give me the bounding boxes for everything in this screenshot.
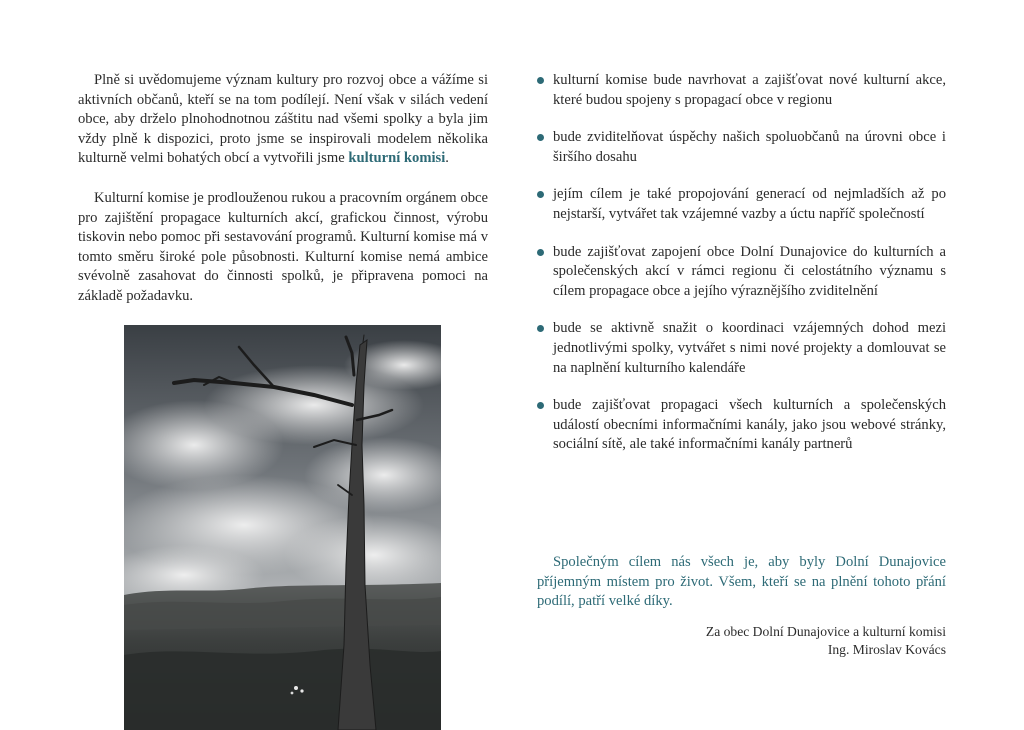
signature-line-organization: Za obec Dolní Dunajovice a kulturní komisi [705, 624, 946, 639]
bullet-icon [537, 77, 544, 84]
intro-paragraph [78, 71, 488, 169]
list-item [537, 128, 946, 167]
bullet-icon [537, 134, 544, 141]
list-item-text: bude zajišťovat propagaci všech kulturních a společenských událostí obecními informačními kanály, jako jsou webové stránky, sociální sítě, ale také informačními kanály partnerů [553, 397, 946, 453]
list-item [537, 243, 946, 302]
right-column [537, 71, 946, 473]
cultural-committee-highlight: kulturní komisi [348, 150, 446, 167]
list-item [537, 319, 946, 378]
signature-block [526, 623, 946, 658]
list-item-text: bude se aktivně snažit o koordinaci vzájemných dohod mezi jednotlivými spolky, vytvářet s nimi nové projekty a domlouvat se na naplnění kulturního kalendáře [553, 320, 946, 376]
closing-statement: Společným cílem nás všech je, aby byly Dolní Dunajovice příjemným místem pro život. Všem, kteří se na plnění tohoto přání podílí, patří velké díky. [537, 554, 946, 610]
list-item [537, 396, 946, 455]
intro-text: Plně si uvědomujeme význam kultury pro rozvoj obce a vážíme si aktivních občanů, kteří se na tom podílejí. Není však v silách vedení obce, aby drželo plnohodnotnou záštitu nad všemi spolky a byla jim vždy plně k dispozici, proto jsme se inspirovali modelem několika kulturně velmi bohatých obcí a vytvořili jsme [78, 72, 488, 167]
list-item-text: bude zajišťovat zapojení obce Dolní Dunajovice do kulturních a společenských akcí v rámci regionu či celostátního významu s cílem propagace obce a jejího výraznějšího zviditelnění [553, 243, 946, 299]
committee-tasks-list [537, 71, 946, 455]
bullet-icon [537, 325, 544, 332]
committee-paragraph: Kulturní komise je prodlouženou rukou a pracovním orgánem obce pro zajištění propagace kulturních akcí, grafickou činnost, výrobu tiskovin nebo pomoc při sestavování programů. Kulturní komise má v tomto směru široké pole působnosti. Kulturní komise nemá ambice svévolně zasahovat do činnosti spolků, je připravena pomoci na základě požadavku. [78, 189, 488, 304]
left-column [78, 71, 488, 327]
intro-end: . [445, 150, 449, 167]
bullet-icon [537, 249, 544, 256]
list-item [537, 185, 946, 224]
list-item-text: kulturní komise bude navrhovat a zajišťovat nové kulturní akce, které budou spojeny s propagací obce v regionu [553, 72, 946, 108]
list-item [537, 71, 946, 110]
bullet-icon [537, 191, 544, 198]
landscape-image [124, 325, 441, 730]
list-item-text: jejím cílem je také propojování generací od nejmladších až po nejstarší, vytvářet tak vzájemné vazby a úctu napříč společností [553, 186, 946, 222]
signature-line-name: Ing. Miroslav Kovács [827, 641, 946, 657]
bullet-icon [537, 402, 544, 409]
dead-tree-photo [124, 325, 441, 730]
list-item-text: bude zviditelňovat úspěchy našich spoluobčanů na úrovni obce i širšího dosahu [553, 129, 946, 165]
